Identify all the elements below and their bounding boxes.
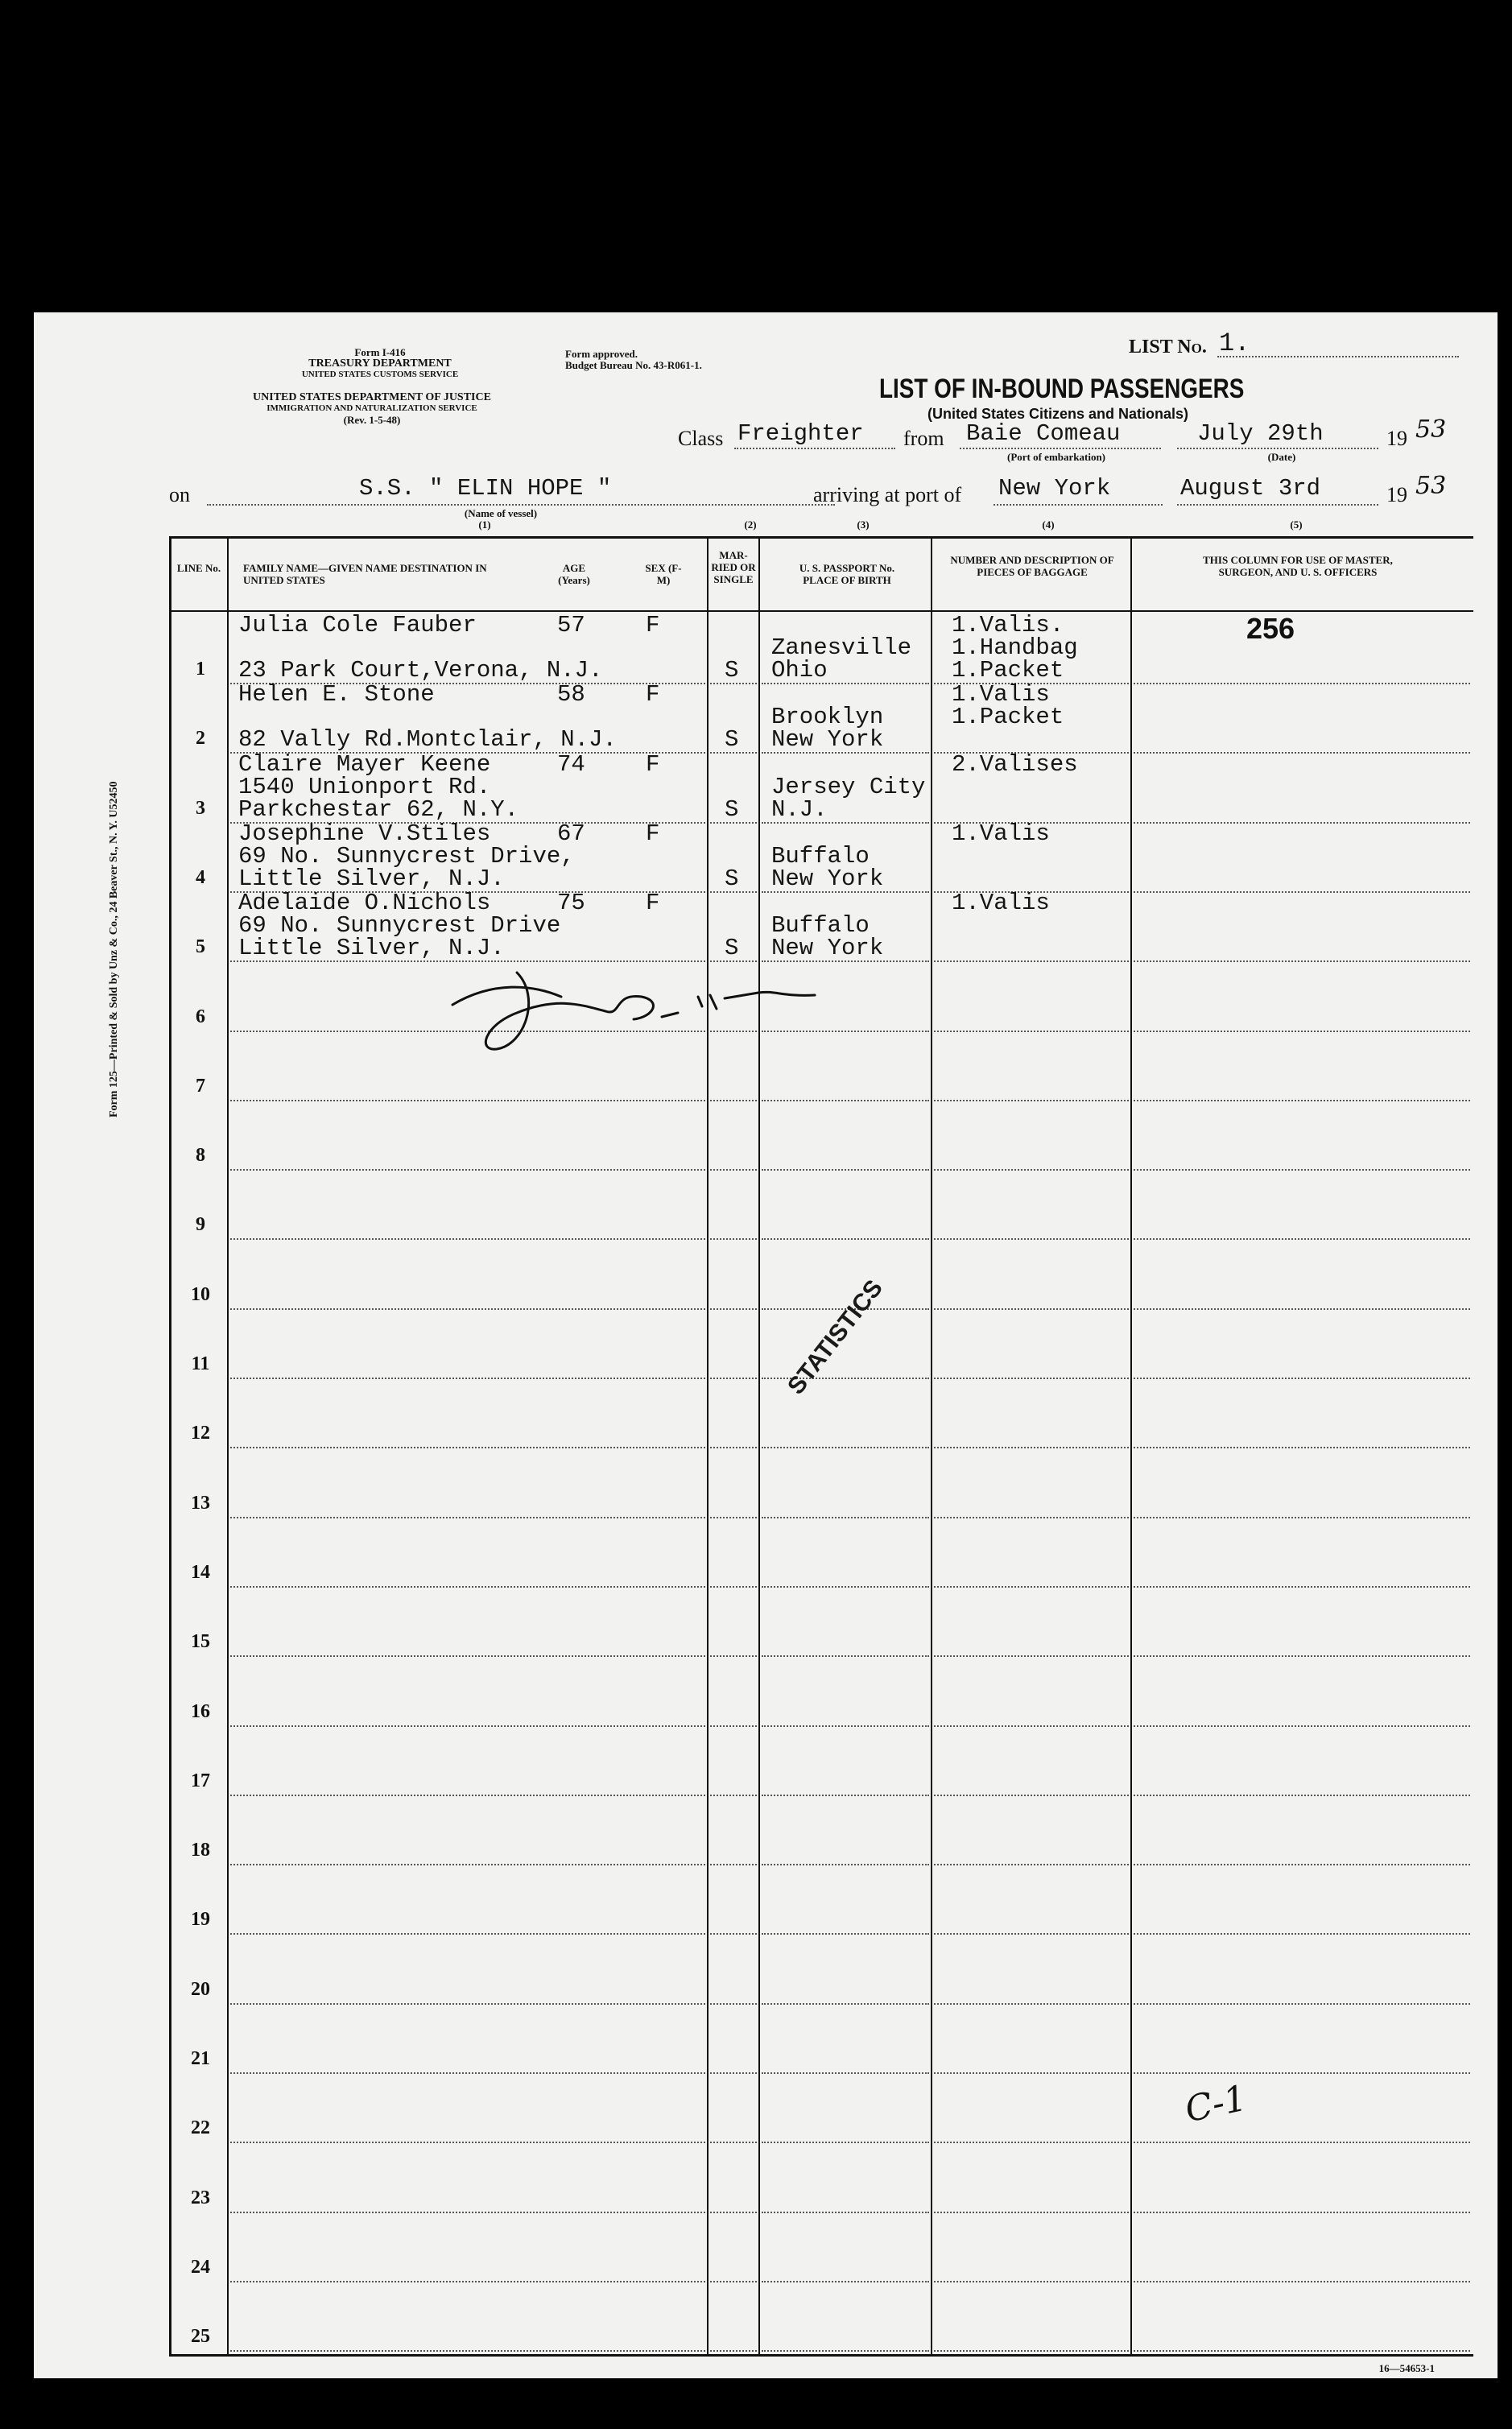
line-number: 4 <box>196 866 205 888</box>
row-rule <box>230 1586 705 1588</box>
row-rule <box>762 1586 929 1588</box>
row-rule <box>710 2281 757 2282</box>
header-sex: SEX (F-M) <box>645 562 682 586</box>
list-no-label: LIST No. <box>1129 337 1207 357</box>
line-number: 15 <box>191 1631 210 1653</box>
row-rule <box>934 1169 1129 1171</box>
marital-status: S <box>725 657 739 684</box>
row-rule <box>762 1655 929 1657</box>
line-number: 7 <box>196 1075 205 1097</box>
line-number: 9 <box>196 1214 205 1236</box>
row-rule <box>1134 1169 1470 1171</box>
birth-place: Brooklyn <box>771 704 884 731</box>
line-number: 14 <box>191 1561 210 1583</box>
row-rule <box>710 1169 757 1171</box>
row-rule <box>762 1169 929 1171</box>
form-approved: Form approved. <box>565 348 638 360</box>
passenger-destination: Little Silver, N.J. <box>238 935 505 962</box>
passenger-name: Julia Cole Fauber <box>238 612 477 638</box>
row-rule <box>1134 752 1470 754</box>
class-label: Class <box>678 427 724 450</box>
row-rule <box>762 2003 929 2005</box>
row-rule <box>762 1795 929 1796</box>
birth-place: New York <box>771 865 884 892</box>
passenger-destination: Little Silver, N.J. <box>238 865 505 892</box>
passenger-destination: 69 No. Sunnycrest Drive, <box>238 842 575 870</box>
row-rule <box>230 1933 705 1935</box>
from-value: Baie Comeau <box>966 420 1121 447</box>
page-title: LIST OF IN-BOUND PASSENGERS <box>879 374 1245 404</box>
row-rule <box>230 1864 705 1865</box>
row-rule <box>1134 2003 1470 2005</box>
line-number: 16 <box>191 1700 210 1722</box>
header-baggage: NUMBER AND DESCRIPTION OF PIECES OF BAGGAGE <box>950 554 1114 578</box>
passenger-sex: F <box>646 681 660 708</box>
line-number: 5 <box>196 936 205 958</box>
baggage-item: 1.Valis <box>952 681 1050 708</box>
row-rule <box>710 2142 757 2143</box>
row-rule <box>710 1308 757 1310</box>
row-rule <box>1134 1864 1470 1865</box>
justice-dept: UNITED STATES DEPARTMENT OF JUSTICE <box>253 391 491 403</box>
form-id: Form I-416 <box>354 346 406 358</box>
row-rule <box>710 1238 757 1240</box>
line-number: 21 <box>191 2048 210 2069</box>
ins-service: IMMIGRATION AND NATURALIZATION SERVICE <box>266 403 477 413</box>
row-rule <box>710 1517 757 1518</box>
row-rule <box>934 1864 1129 1865</box>
row-rule <box>762 1517 929 1518</box>
row-rule <box>230 1308 705 1310</box>
row-rule <box>934 2350 1129 2352</box>
line-number: 23 <box>191 2187 210 2208</box>
passenger-name: Claire Mayer Keene <box>238 750 491 778</box>
row-rule <box>762 1238 929 1240</box>
passenger-destination: 82 Vally Rd.Montclair, N.J. <box>238 726 617 754</box>
row-rule <box>762 1100 929 1101</box>
passenger-destination: 1540 Unionport Rd. <box>238 773 491 800</box>
line-number: 1 <box>196 659 205 680</box>
passenger-age: 57 <box>557 612 585 638</box>
passenger-age: 67 <box>557 820 585 847</box>
header-age: AGE (Years) <box>558 562 590 586</box>
row-rule <box>762 1933 929 1935</box>
date-caption: (Date) <box>1267 451 1296 463</box>
port-embark-caption: (Port of embarkation) <box>1006 451 1106 463</box>
row-rule <box>934 1655 1129 1657</box>
col-caption-3: (3) <box>857 518 870 531</box>
row-rule <box>1134 1308 1470 1310</box>
baggage-item: 1.Packet <box>952 657 1064 684</box>
passenger-sex: F <box>646 750 660 778</box>
row-rule <box>230 1169 705 1171</box>
row-rule <box>1134 1586 1470 1588</box>
birth-place: Buffalo <box>771 912 870 940</box>
baggage-item: 1.Valis <box>952 820 1050 847</box>
budget-bureau: Budget Bureau No. 43-R061-1. <box>565 359 702 371</box>
passenger-name: Josephine V.Stiles <box>238 820 491 847</box>
row-rule <box>762 1864 929 1865</box>
row-rule <box>710 2003 757 2005</box>
manifest-page <box>34 312 1498 2378</box>
row-rule <box>710 1725 757 1727</box>
row-rule <box>1134 1378 1470 1379</box>
row-rule <box>1134 1795 1470 1796</box>
marital-status: S <box>725 795 739 823</box>
row-rule <box>1134 1517 1470 1518</box>
row-rule <box>1134 960 1470 962</box>
arriving-label: arriving at port of <box>813 483 962 506</box>
row-rule <box>934 1517 1129 1518</box>
row-rule <box>710 1864 757 1865</box>
col-caption-2: (2) <box>744 518 757 531</box>
arriving-port: New York <box>998 475 1111 502</box>
line-number: 11 <box>191 1353 210 1374</box>
line-number: 22 <box>191 2117 210 2139</box>
row-rule <box>1134 1725 1470 1727</box>
passenger-destination: 69 No. Sunnycrest Drive <box>238 912 561 940</box>
row-rule <box>934 2142 1129 2143</box>
row-rule <box>710 1100 757 1101</box>
baggage-item: 1.Handbag <box>952 634 1078 661</box>
arrival-year-prefix: 19 <box>1386 483 1407 506</box>
margin-note: C-1 <box>1181 2077 1250 2131</box>
side-print: Form 125—Printed & Sold by Unz & Co., 24 Beaver St., N. Y. U52450 <box>108 781 120 1117</box>
birth-place: New York <box>771 935 884 962</box>
row-rule <box>710 2212 757 2213</box>
marital-status: S <box>725 865 739 892</box>
row-rule <box>762 2281 929 2282</box>
row-rule <box>934 1795 1129 1796</box>
row-rule <box>710 1447 757 1448</box>
row-rule <box>710 1655 757 1657</box>
row-rule <box>934 1447 1129 1448</box>
passenger-sex: F <box>646 820 660 847</box>
row-rule <box>762 2072 929 2074</box>
line-number: 25 <box>191 2326 210 2348</box>
baggage-item: 2.Valises <box>952 750 1078 778</box>
birth-place: Jersey City <box>771 773 926 800</box>
row-rule <box>1134 683 1470 684</box>
row-rule <box>762 2142 929 2143</box>
col-caption-5: (5) <box>1290 518 1303 531</box>
footer-code: 16—54653-1 <box>1378 2362 1435 2374</box>
birth-place: New York <box>771 726 884 754</box>
passenger-sex: F <box>646 890 660 917</box>
row-rule <box>934 1238 1129 1240</box>
row-rule <box>230 2212 705 2213</box>
header-officers: THIS COLUMN FOR USE OF MASTER, SURGEON, AND U. S. OFFICERS <box>1203 554 1393 578</box>
passenger-destination: Parkchestar 62, N.Y. <box>238 795 519 823</box>
row-rule <box>230 1100 705 1101</box>
row-rule <box>710 1586 757 1588</box>
page-subtitle: (United States Citizens and Nationals) <box>927 406 1189 422</box>
line-number: 24 <box>191 2256 210 2278</box>
row-rule <box>934 1031 1129 1032</box>
row-rule <box>762 2212 929 2213</box>
row-rule <box>230 2142 705 2143</box>
from-label: from <box>903 427 944 450</box>
date-value: July 29th <box>1197 420 1324 447</box>
customs-service: UNITED STATES CUSTOMS SERVICE <box>301 370 459 379</box>
header-name: FAMILY NAME—GIVEN NAME DESTINATION IN UNITED STATES <box>243 562 487 586</box>
row-rule <box>1134 1100 1470 1101</box>
statistics-stamp: STATISTICS <box>783 1274 889 1400</box>
passenger-sex: F <box>646 612 660 638</box>
row-rule <box>934 1586 1129 1588</box>
row-rule <box>230 1725 705 1727</box>
row-rule <box>710 1795 757 1796</box>
line-number: 12 <box>191 1423 210 1444</box>
line-number: 3 <box>196 797 205 819</box>
header-passport: U. S. PASSPORT No. PLACE OF BIRTH <box>799 562 895 586</box>
marital-status: S <box>725 935 739 962</box>
row-rule <box>1134 1655 1470 1657</box>
tally-total: 256 <box>1246 612 1295 645</box>
baggage-item: 1.Valis <box>952 890 1050 917</box>
class-value: Freighter <box>737 420 864 447</box>
officer-signature <box>420 948 839 1061</box>
line-number: 19 <box>191 1909 210 1931</box>
list-no-value: 1. <box>1219 328 1250 358</box>
arrival-date: August 3rd <box>1180 475 1321 502</box>
row-rule <box>934 1933 1129 1935</box>
arrival-year-suffix: 53 <box>1415 472 1447 500</box>
row-rule <box>934 2003 1129 2005</box>
baggage-item: 1.Valis. <box>952 612 1064 638</box>
row-rule <box>1134 1238 1470 1240</box>
line-number: 20 <box>191 1978 210 2000</box>
row-rule <box>230 1655 705 1657</box>
form-revision: (Rev. 1-5-48) <box>343 414 401 426</box>
passenger-destination: 23 Park Court,Verona, N.J. <box>238 657 603 684</box>
row-rule <box>1134 1031 1470 1032</box>
row-rule <box>230 2350 705 2352</box>
row-rule <box>230 2072 705 2074</box>
row-rule <box>934 1100 1129 1101</box>
line-number: 17 <box>191 1770 210 1791</box>
row-rule <box>230 1517 705 1518</box>
passenger-age: 74 <box>557 750 585 778</box>
row-rule <box>230 2003 705 2005</box>
year-suffix: 53 <box>1415 415 1447 444</box>
on-label: on <box>169 483 190 506</box>
row-rule <box>934 960 1129 962</box>
row-rule <box>762 1447 929 1448</box>
passenger-age: 75 <box>557 890 585 917</box>
col-caption-4: (4) <box>1042 518 1055 531</box>
row-rule <box>1134 1447 1470 1448</box>
passenger-name: Helen E. Stone <box>238 681 435 708</box>
row-rule <box>710 2072 757 2074</box>
row-rule <box>230 1447 705 1448</box>
row-rule <box>1134 2212 1470 2213</box>
row-rule <box>934 2072 1129 2074</box>
line-number: 18 <box>191 1840 210 1861</box>
row-rule <box>230 1378 705 1379</box>
row-rule <box>934 1378 1129 1379</box>
birth-place: Ohio <box>771 657 828 684</box>
row-rule <box>934 2281 1129 2282</box>
vessel-caption: (Name of vessel) <box>464 507 538 519</box>
birth-place: Zanesville <box>771 634 912 661</box>
line-number: 10 <box>191 1283 210 1305</box>
line-number: 2 <box>196 728 205 750</box>
row-rule <box>1134 822 1470 824</box>
row-rule <box>1134 2281 1470 2282</box>
header-married: MAR- RIED OR SINGLE <box>711 549 756 585</box>
passenger-name: Adelaide O.Nichols <box>238 890 491 917</box>
birth-place: N.J. <box>771 795 828 823</box>
line-number: 6 <box>196 1006 205 1027</box>
row-rule <box>934 1308 1129 1310</box>
row-rule <box>1134 1933 1470 1935</box>
row-rule <box>762 1725 929 1727</box>
col-caption-1: (1) <box>478 518 491 531</box>
row-rule <box>710 1378 757 1379</box>
year-prefix: 19 <box>1386 427 1407 450</box>
line-number: 13 <box>191 1492 210 1514</box>
baggage-item: 1.Packet <box>952 704 1064 731</box>
header-line-no: LINE No. <box>176 562 221 574</box>
birth-place: Buffalo <box>771 842 870 870</box>
row-rule <box>230 1238 705 1240</box>
row-rule <box>934 2212 1129 2213</box>
row-rule <box>1134 891 1470 893</box>
row-rule <box>710 1933 757 1935</box>
treasury-dept: TREASURY DEPARTMENT <box>308 357 452 370</box>
row-rule <box>230 1795 705 1796</box>
passenger-age: 58 <box>557 681 585 708</box>
row-rule <box>1134 2350 1470 2352</box>
vessel-name: S.S. " ELIN HOPE " <box>359 475 612 502</box>
line-number: 8 <box>196 1145 205 1167</box>
marital-status: S <box>725 726 739 754</box>
row-rule <box>710 2350 757 2352</box>
row-rule <box>1134 2072 1470 2074</box>
row-rule <box>934 1725 1129 1727</box>
row-rule <box>1134 2142 1470 2143</box>
row-rule <box>230 2281 705 2282</box>
row-rule <box>762 2350 929 2352</box>
